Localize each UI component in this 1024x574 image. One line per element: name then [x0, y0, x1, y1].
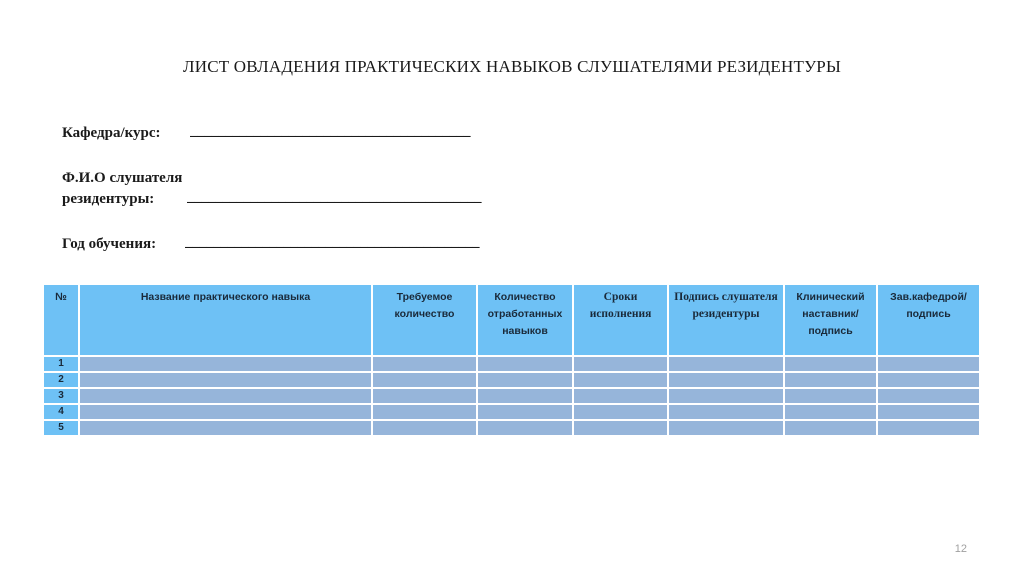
cell-deadline[interactable] [573, 388, 668, 404]
row-number: 2 [43, 372, 79, 388]
cell-required-count[interactable] [372, 356, 477, 372]
cell-required-count[interactable] [372, 404, 477, 420]
cell-head-signature[interactable] [877, 388, 980, 404]
skills-table [42, 283, 981, 437]
cell-completed-count[interactable] [477, 356, 573, 372]
header-number: № [43, 284, 79, 356]
cell-required-count[interactable] [372, 372, 477, 388]
cell-resident-signature[interactable] [668, 388, 784, 404]
cell-skill-name[interactable] [79, 404, 372, 420]
page-title: ЛИСТ ОВЛАДЕНИЯ ПРАКТИЧЕСКИХ НАВЫКОВ СЛУШАТЕЛЯМИ РЕЗИДЕНТУРЫ [183, 57, 841, 76]
cell-mentor-signature[interactable] [784, 356, 877, 372]
cell-skill-name[interactable] [79, 356, 372, 372]
cell-deadline[interactable] [573, 372, 668, 388]
header-required-count: Требуемое количество [372, 284, 477, 356]
cell-completed-count[interactable] [477, 404, 573, 420]
page-number: 12 [954, 543, 967, 555]
table-header-row [43, 284, 980, 356]
name-label-line2: резидентуры: [62, 191, 155, 207]
cell-mentor-signature[interactable] [784, 372, 877, 388]
cell-mentor-signature[interactable] [784, 404, 877, 420]
header-head-signature: Зав.кафедрой/ подпись [877, 284, 980, 356]
cell-resident-signature[interactable] [668, 372, 784, 388]
cell-required-count[interactable] [372, 420, 477, 436]
cell-skill-name[interactable] [79, 388, 372, 404]
table-row [43, 404, 980, 420]
department-label: Кафедра/курс: [62, 125, 161, 141]
header-completed-count: Количество отработанных навыков [477, 284, 573, 356]
cell-skill-name[interactable] [79, 372, 372, 388]
cell-mentor-signature[interactable] [784, 388, 877, 404]
cell-head-signature[interactable] [877, 356, 980, 372]
table-row [43, 356, 980, 372]
table-row [43, 372, 980, 388]
cell-completed-count[interactable] [477, 372, 573, 388]
header-skill-name: Название практического навыка [79, 284, 372, 356]
cell-head-signature[interactable] [877, 404, 980, 420]
table-row [43, 388, 980, 404]
table-row [43, 420, 980, 436]
row-number: 3 [43, 388, 79, 404]
cell-deadline[interactable] [573, 356, 668, 372]
cell-mentor-signature[interactable] [784, 420, 877, 436]
cell-head-signature[interactable] [877, 420, 980, 436]
year-line[interactable]: __________________________________________ [185, 234, 479, 250]
name-label-line1: Ф.И.О слушателя [62, 170, 183, 186]
cell-resident-signature[interactable] [668, 404, 784, 420]
cell-resident-signature[interactable] [668, 420, 784, 436]
header-resident-signature: Подпись слушателя резидентуры [668, 284, 784, 356]
cell-completed-count[interactable] [477, 420, 573, 436]
cell-deadline[interactable] [573, 420, 668, 436]
row-number: 1 [43, 356, 79, 372]
cell-head-signature[interactable] [877, 372, 980, 388]
header-deadline: Сроки исполнения [573, 284, 668, 356]
cell-resident-signature[interactable] [668, 356, 784, 372]
cell-skill-name[interactable] [79, 420, 372, 436]
row-number: 4 [43, 404, 79, 420]
cell-completed-count[interactable] [477, 388, 573, 404]
department-line[interactable]: ________________________________________ [190, 123, 470, 139]
row-number: 5 [43, 420, 79, 436]
cell-deadline[interactable] [573, 404, 668, 420]
header-mentor-signature: Клинический наставник/ подпись [784, 284, 877, 356]
year-label: Год обучения: [62, 236, 157, 252]
name-line[interactable]: __________________________________________ [187, 189, 481, 205]
cell-required-count[interactable] [372, 388, 477, 404]
